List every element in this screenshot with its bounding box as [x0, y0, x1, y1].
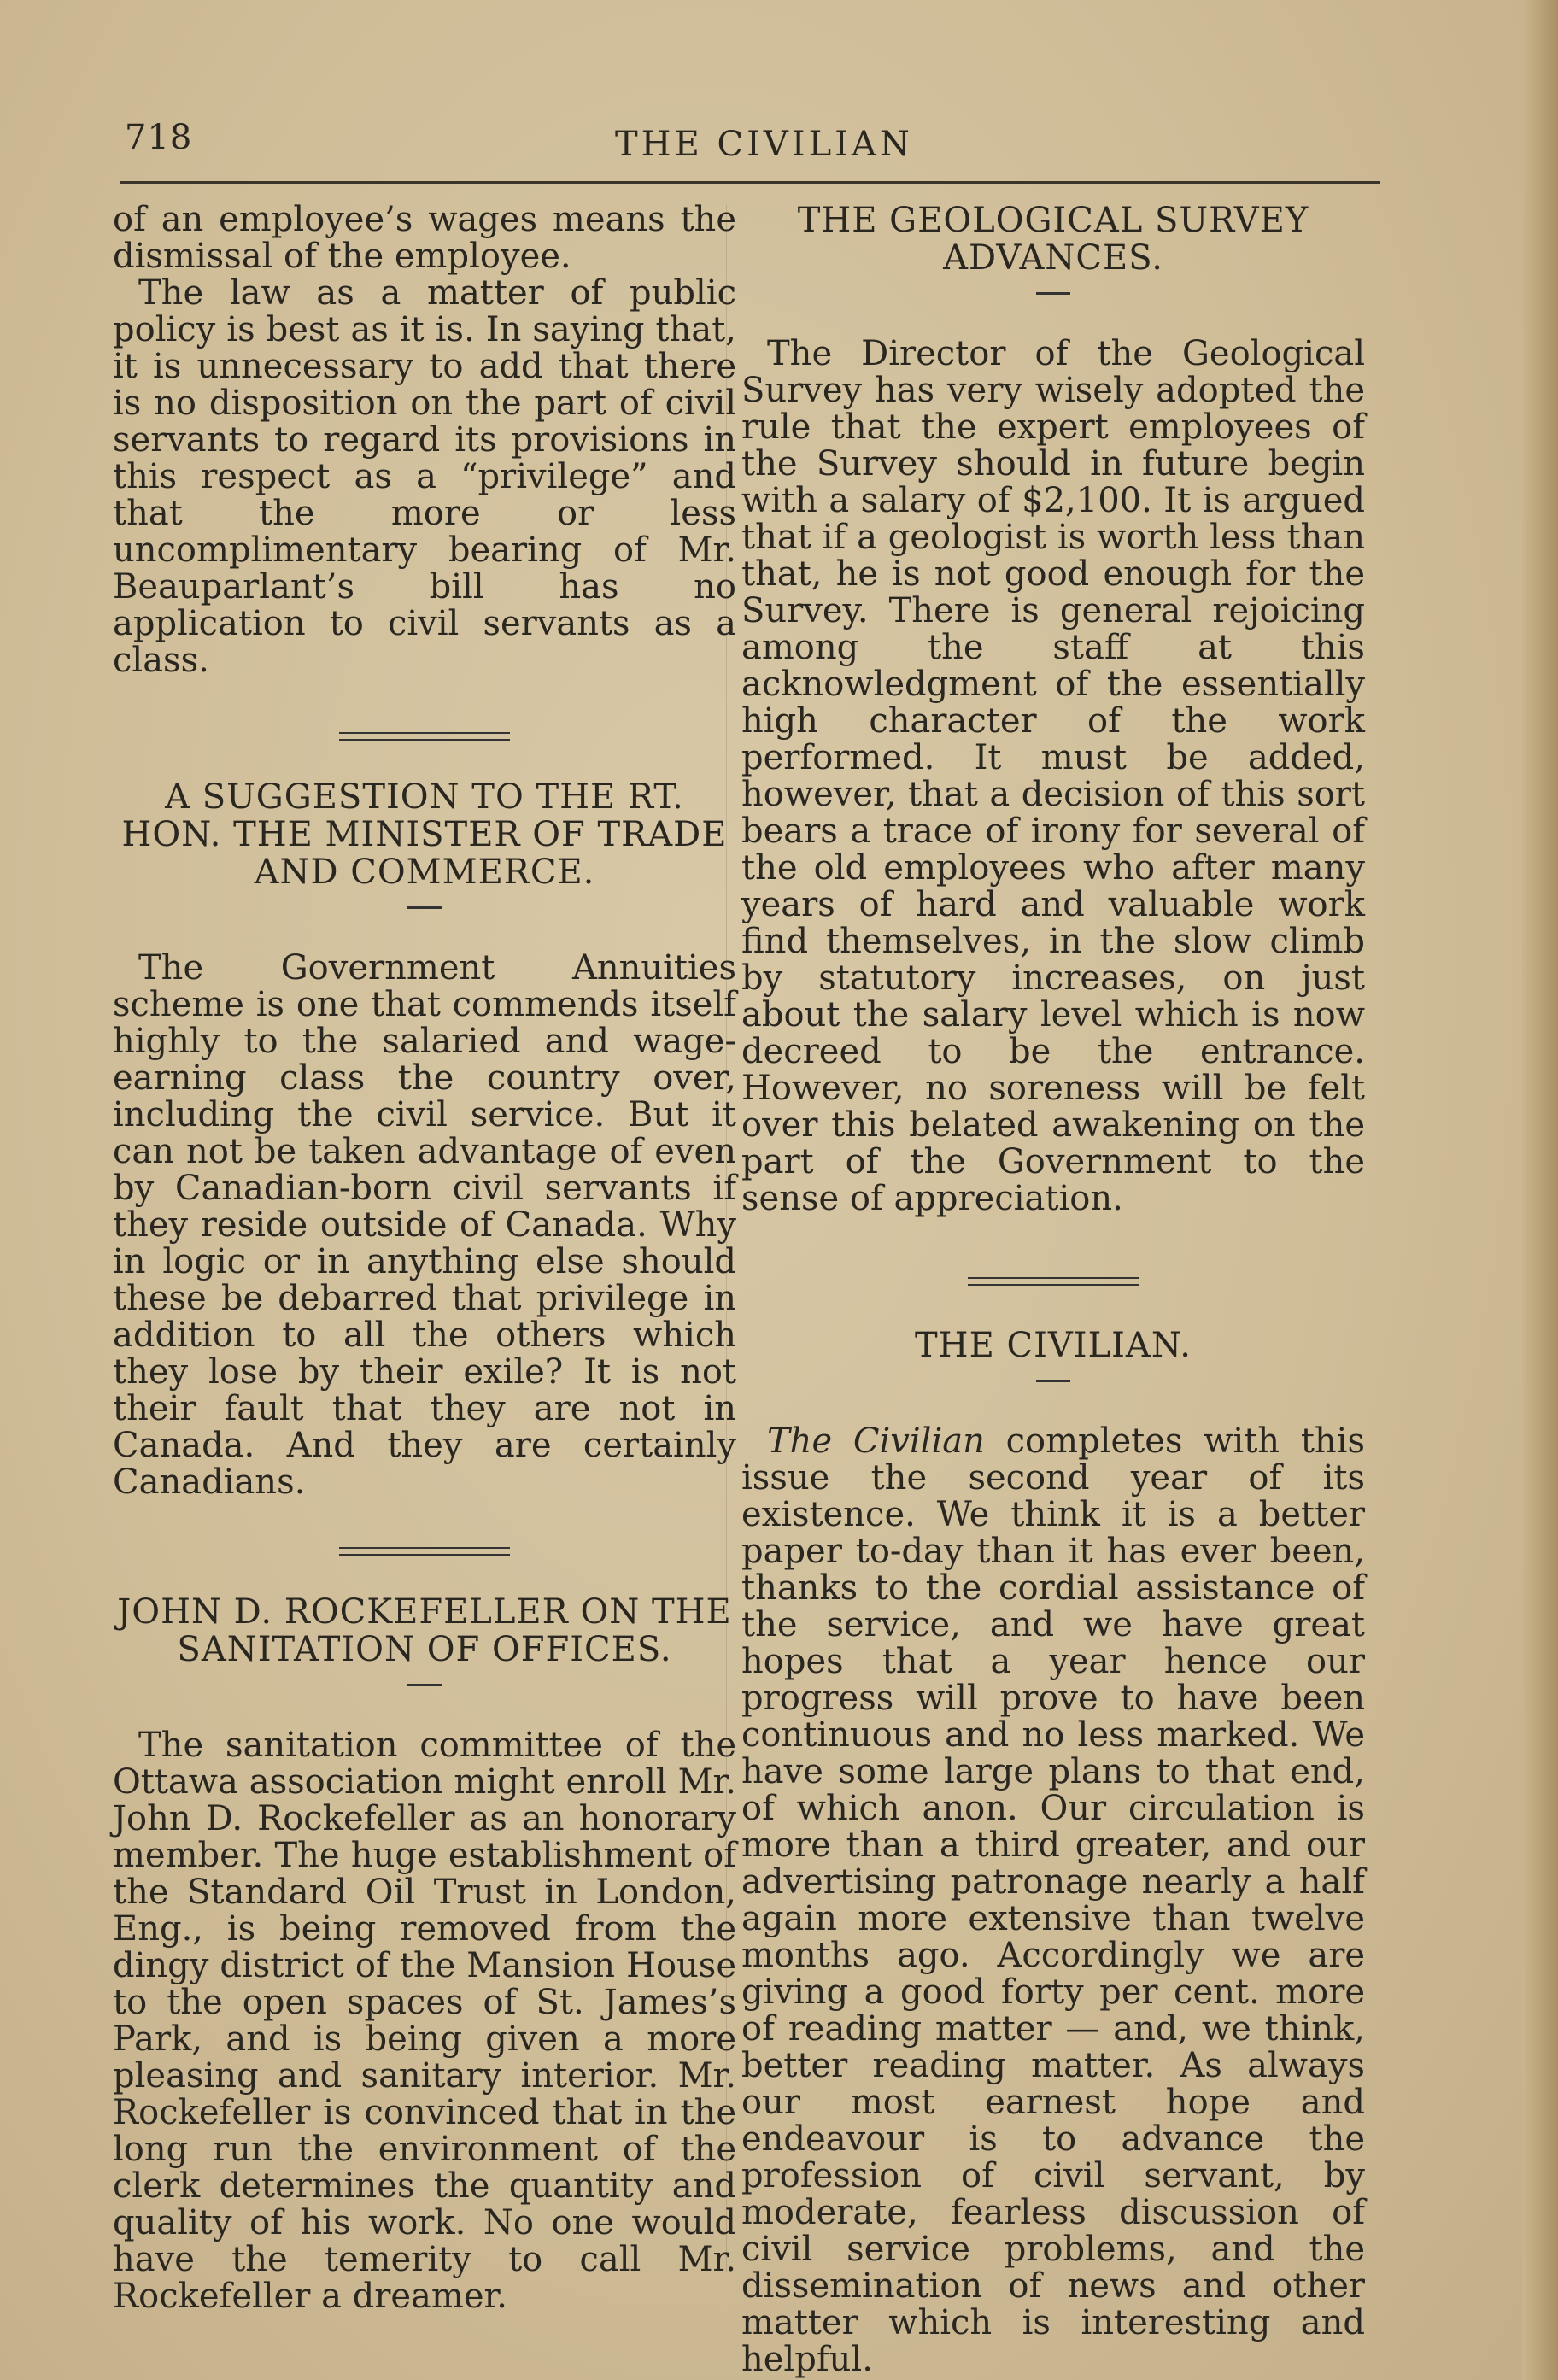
right-column [741, 202, 1365, 2378]
section-separator [339, 1547, 510, 1556]
heading-dash [1036, 292, 1070, 295]
rockefeller-heading: JOHN D. ROCKEFELLER ON THE SANITATION OF OFFICES. [117, 1592, 732, 1669]
suggestion-body: The Government Annuities scheme is one that commends itself highly to the salaried and wage-earning class the country over, including the civil service. But it can not be taken advantage of even by Canadian-born civil servants if they reside outside of Canada. Why in logic or in anything else should these be debarred that privilege in addition to all the others which they lose by their exile? It is not their fault that they are not in Canada. And they are certainly Canadians. [113, 948, 736, 1502]
continued-paragraph: of an employee’s wages means the dismissal of the employee. [113, 200, 736, 276]
binding-edge [1522, 0, 1558, 2380]
running-title: THE CIVILIAN [615, 125, 913, 164]
heading-dash [407, 1684, 442, 1686]
geological-body: The Director of the Geological Survey has very wisely adopted the rule that the expert employees of the Survey should in future begin with a salary of $2,100. It is argued that if a geologist is worth less than that, he is not good enough for the Survey. There is general rejoicing among the staff at this acknowledgment of the essentially high character of the work performed. It must be added, however, that a decision of this sort bears a trace of irony for several of the old employees who after many years of hard and valuable work find themselves, in the slow climb by statutory increases, on just about the salary level which is now decreed to be the entrance. However, no soreness will be felt over this belated awakening on the part of the Government to the sense of appreciation. [741, 334, 1365, 1218]
header-rule [120, 181, 1380, 184]
heading-dash [407, 906, 442, 909]
page-number: 718 [125, 118, 193, 157]
rockefeller-body: The sanitation committee of the Ottawa association might enroll Mr. John D. Rockefeller as an honorary member. The huge establishment of the Standard Oil Trust in London, Eng., is being removed from the dingy district of the Mansion House to the open spaces of St. James’s Park, and is being given a more pleasing and sanitary interior. Mr. Rockefeller is convinced that in the long run the environment of the clerk determines the quantity and quality of his work. No one would have the temerity to call Mr. Rockefeller a dreamer. [113, 1726, 736, 2316]
civilian-heading: THE CIVILIAN. [915, 1326, 1192, 1365]
civilian-body [741, 1423, 1365, 2378]
law-paragraph: The law as a matter of public policy is best as it is. In saying that, it is unnecessary to add that there is no disposition on the part of civil servants to regard its provisions in this respect as a “privilege” and that the more or less uncomplimentary bearing of Mr. Beauparlant’s bill has no application to civil servants as a class. [113, 273, 736, 680]
civilian-body-text: completes with this issue the second year of its existence. We think it is a better paper to-day than it has ever been, thanks to the cordial assistance of the service, and we have great hopes that a year hence our progress will prove to have been continuous and no less marked. We have some large plans to that end, of which anon. Our circulation is more than a third greater, and our advertising patronage nearly a half again more extensive than twelve months ago. Accordingly we are giving a good forty per cent. more of reading matter — and, we think, better reading matter. As always our most earnest hope and endeavour is to advance the profession of civil servant, by moderate, fearless discussion of civil service problems, and the dissemination of news and other matter which is interesting and helpful. [741, 1422, 1365, 2379]
heading-dash [1036, 1380, 1070, 1382]
section-separator [968, 1277, 1139, 1286]
geological-heading: THE GEOLOGICAL SURVEY ADVANCES. [797, 201, 1309, 278]
suggestion-heading: A SUGGESTION TO THE RT. HON. THE MINISTER OF TRADE AND COMMERCE. [121, 777, 728, 892]
page-header [120, 118, 1384, 169]
section-separator [339, 732, 510, 741]
italic-lead: The Civilian [767, 1422, 985, 1461]
left-column [113, 202, 736, 2315]
